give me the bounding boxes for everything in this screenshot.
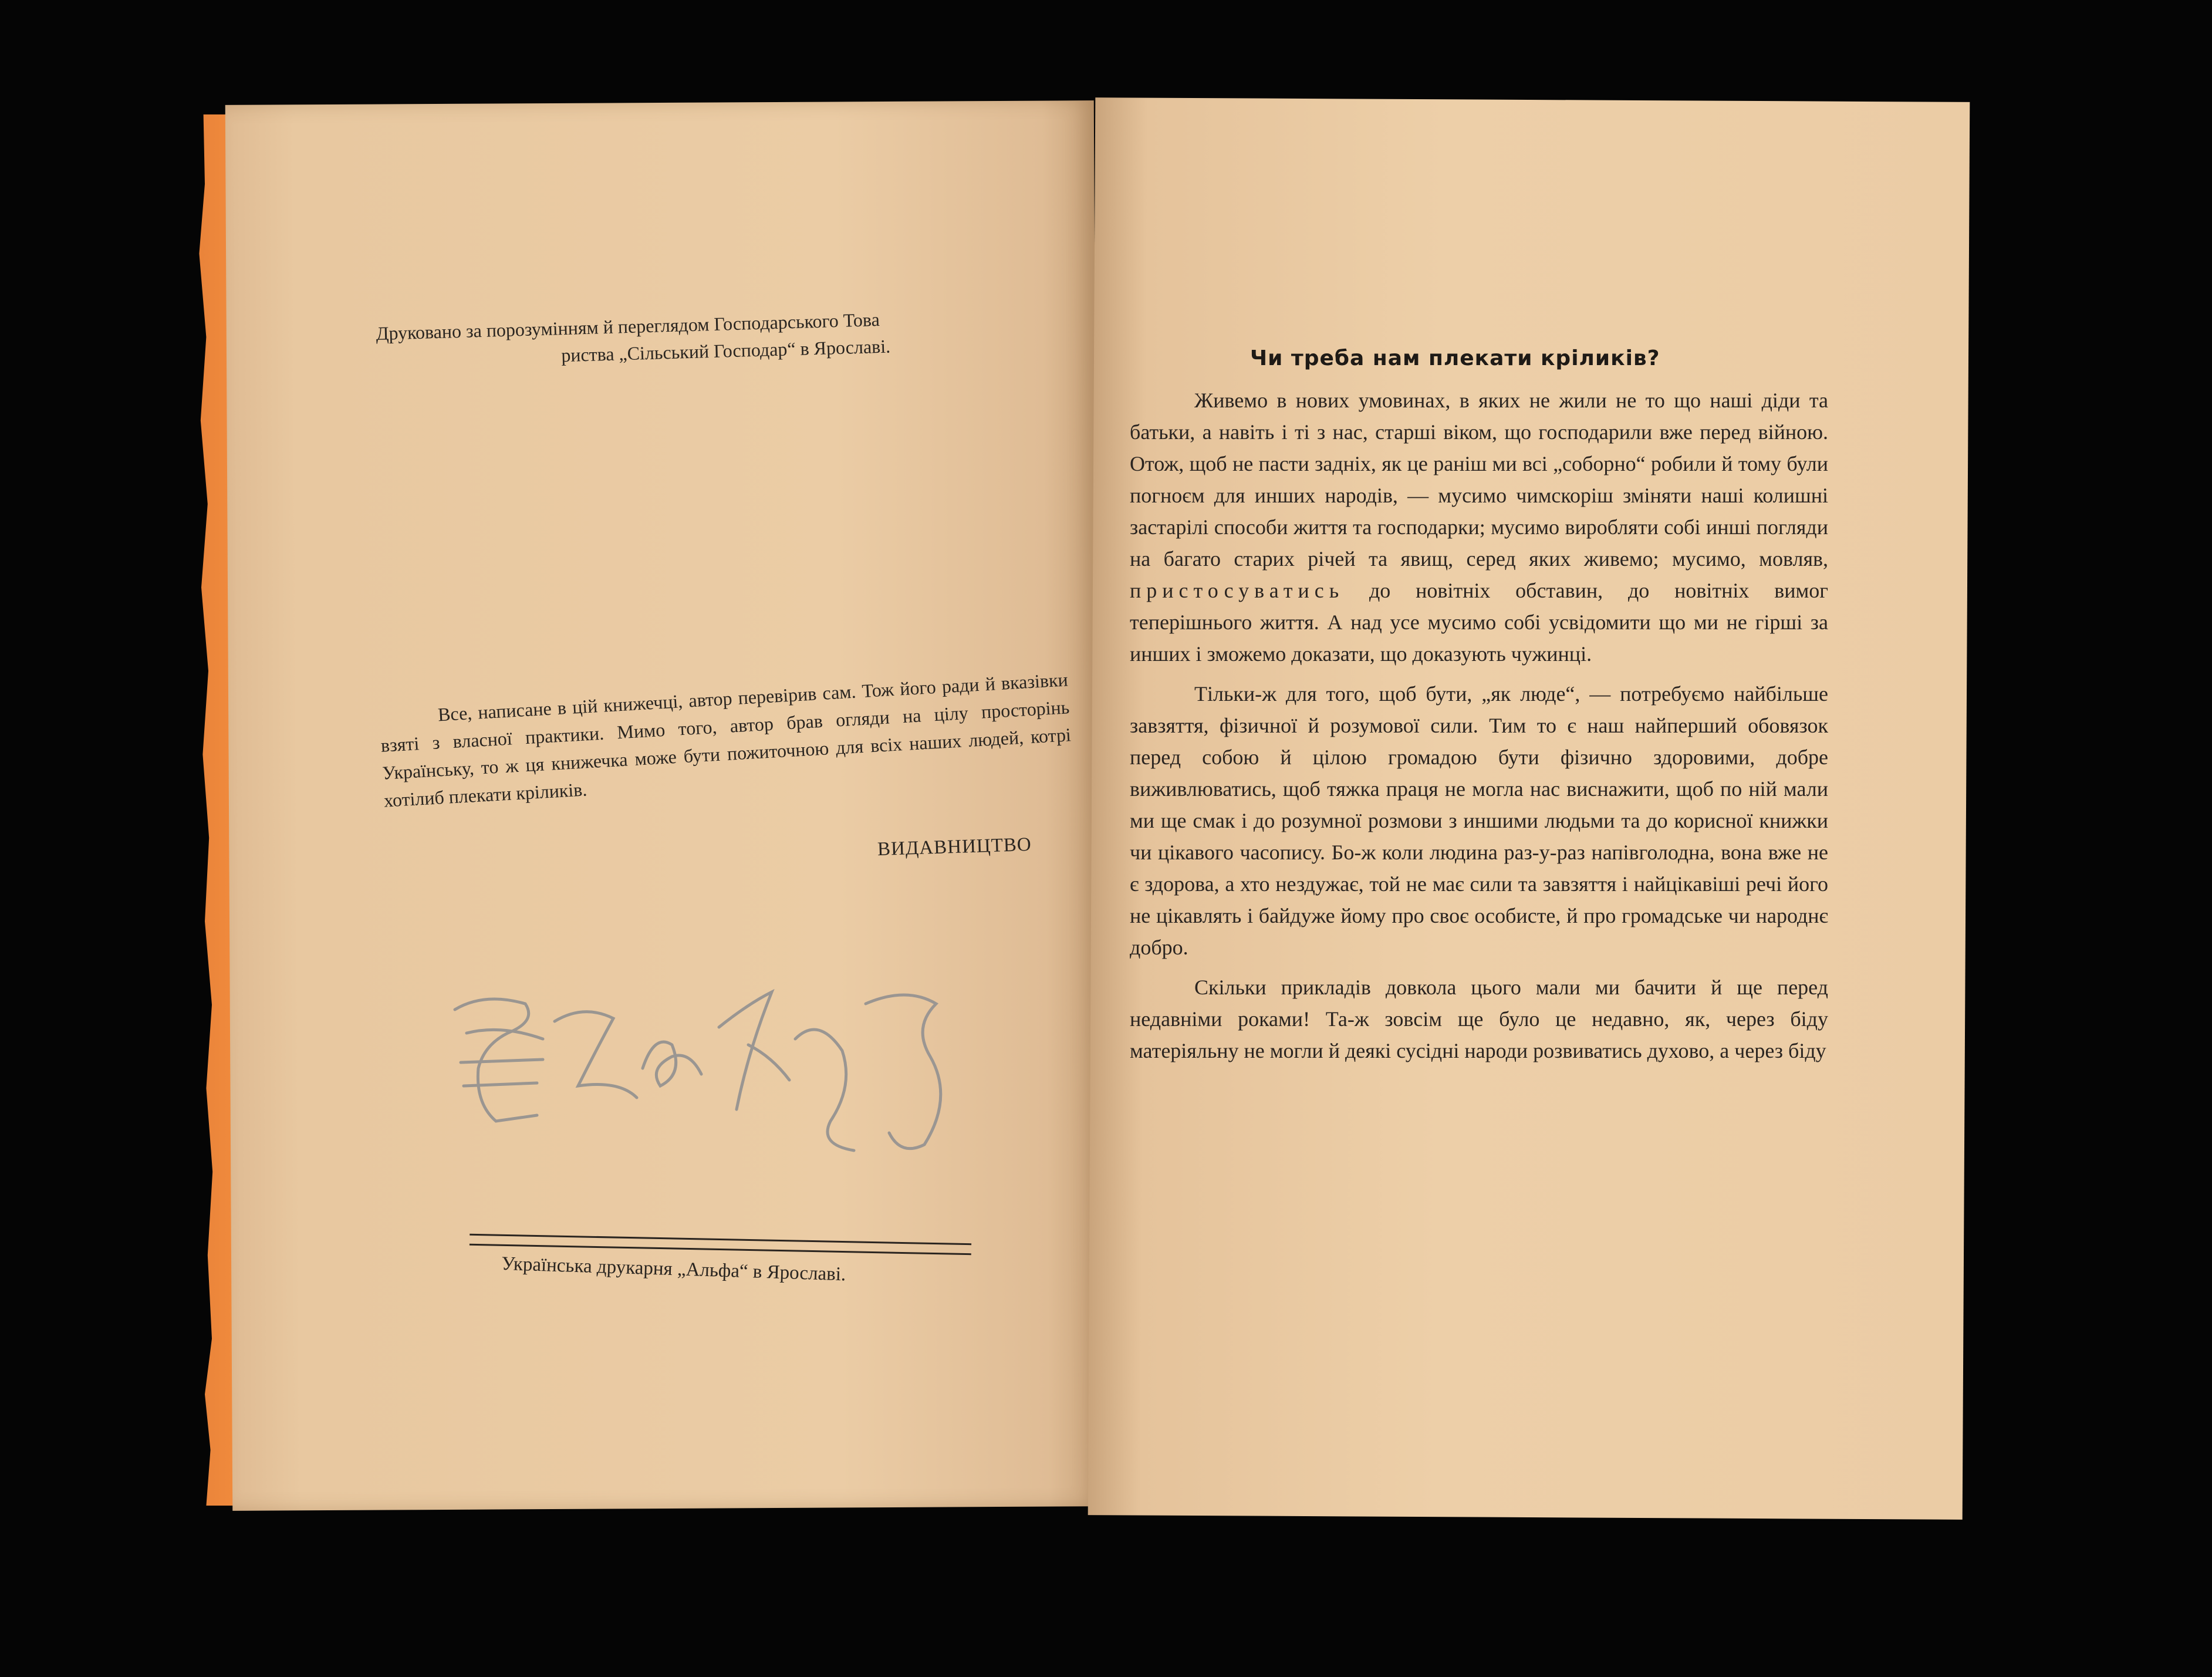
body-text [1130, 384, 1828, 1067]
chapter-heading: Чи треба нам плекати кріликів? [1250, 346, 1660, 370]
author-note: Все, написане в цій книжечці, автор перевірив сам. Тож його ради й вказівки взяті з власної практики. Мимо того, автор брав огляди на цілу просторінь Українську, то ж ця книжечка може бути пожиточною для всіх наших людей, котрі хотілиб плекати кріликів. [380, 669, 1072, 811]
paragraph-1-start: Живемо в нових умовинах, в яких не жили не то що наші діди та батьки, а навіть і ті з нас, старші віком, що господарили вже перед війною. Отож, щоб не пасти задніх, як це раніш ми всі „соборно“ робили й тому були погноєм для инших народів, — мусимо чимскоріш зміняти наші колишні застарілі способи життя та господарки; мусимо виробляти собі инші погляди на багато старих річей та явищ, серед яких живемо; мусимо, мовляв, [1130, 389, 1828, 571]
pencil-signature [443, 969, 1001, 1162]
paragraph-1-end: до новітніх обставин, до новітніх вимог теперішнього життя. А над усе мусимо собі усвідомити що ми не гірші за инших і зможемо доказати, що доказують чужинці. [1130, 579, 1829, 666]
spaced-word: пристосуватись [1130, 579, 1345, 602]
printer-colophon: Українська друкарня „Альфа“ в Ярославі. [501, 1253, 846, 1285]
paragraph-3: Скільки прикладів довкола цього мали ми бачити й ще перед недавніми роками! Та-ж зовсім ще було це недавно, як, через біду матеріяльну не могли й деякі сусідні народи розвиватись духово, а через біду [1130, 976, 1828, 1062]
imprint-line-1: Друковано за порозумінням й переглядом Господарського Това [376, 309, 880, 344]
imprint-line-2: риства „Сільський Господар“ в Ярославі. [560, 335, 891, 366]
paragraph-1 [1130, 384, 1828, 670]
publisher-label: ВИДАВНИЦТВО [877, 834, 1032, 861]
paragraph-2: Тільки-ж для того, щоб бути, „як люде“, — потребуємо найбільше завзяття, фізичної й розумової сили. Тим то є наш найперший обовязок перед собою й цілою громадою бути фізично здоровими, добре виживлюватись, щоб тяжка праця не могла нас виснажити, щоб по ній мали ми ще смак і до розумної розмови з иншими людьми та до корисної книжки чи цікавого часопису. Бо-ж коли людина раз-у-раз напівголодна, вона вже не є здорова, а хто нездужає, той не має сили та завзяття і найцікавіші речі його не цікавлять і байдуже йому про своє особисте, й про громадське чи народнє добро. [1130, 682, 1828, 959]
